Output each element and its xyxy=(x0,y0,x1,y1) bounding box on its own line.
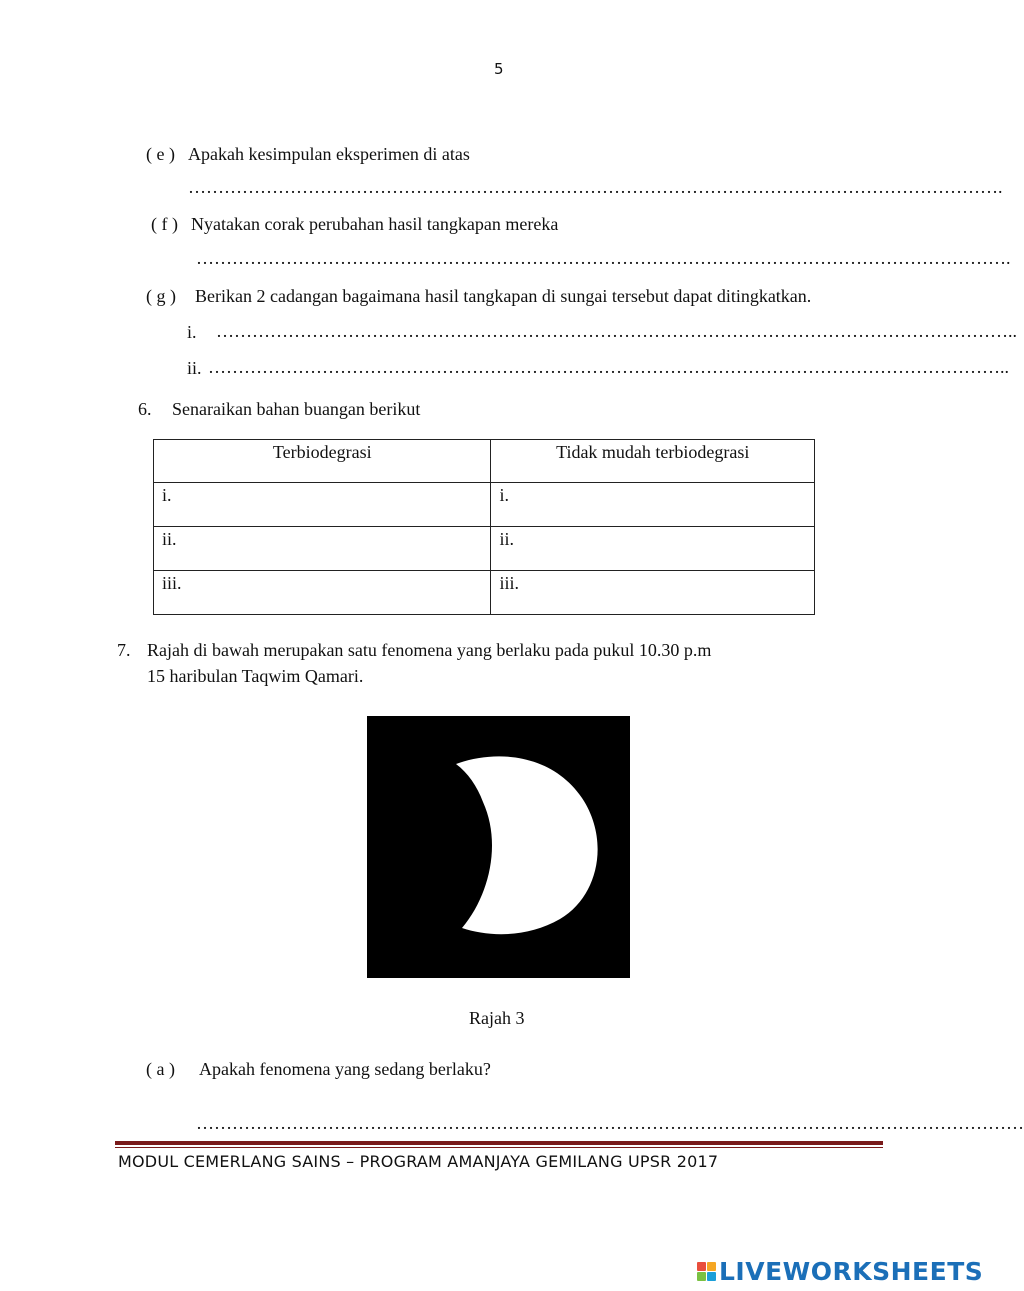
table-header-row xyxy=(154,440,815,483)
question-7-text-line1: Rajah di bawah merupakan satu fenomena yang berlaku pada pukul 10.30 p.m xyxy=(147,640,712,660)
question-f-text: Nyatakan corak perubahan hasil tangkapan mereka xyxy=(191,214,559,234)
question-g-item-ii-label: ii. xyxy=(187,358,202,378)
question-7-text-line2: 15 haribulan Taqwim Qamari. xyxy=(147,666,364,686)
table-cell[interactable]: iii. xyxy=(491,571,815,615)
logo-block xyxy=(697,1272,706,1281)
liveworksheets-wordmark: LIVEWORKSHEETS xyxy=(719,1256,984,1286)
liveworksheets-blocks-icon xyxy=(697,1262,716,1281)
table-header-non-biodegradable: Tidak mudah terbiodegrasi xyxy=(491,440,815,483)
answer-line-7a[interactable]: ………………………………………………………………………………………………………………………… xyxy=(196,1113,1024,1133)
question-g-label: ( g ) xyxy=(146,286,176,306)
table-cell[interactable]: ii. xyxy=(154,527,491,571)
question-7-number: 7. xyxy=(117,640,131,660)
question-g-text: Berikan 2 cadangan bagaimana hasil tangkapan di sungai tersebut dapat ditingkatkan. xyxy=(195,286,812,306)
table-cell[interactable]: iii. xyxy=(154,571,491,615)
figure-caption: Rajah 3 xyxy=(469,1008,525,1028)
question-g-item-i-label: i. xyxy=(187,322,197,342)
footer-rule xyxy=(115,1141,883,1145)
moon-phase-figure xyxy=(367,716,630,978)
question-7a-label: ( a ) xyxy=(146,1059,175,1079)
question-f-label: ( f ) xyxy=(151,214,178,234)
answer-line-e[interactable]: ………………………………………………………………………………………………………………………. xyxy=(188,177,1003,197)
page-number: 5 xyxy=(494,60,504,78)
answer-line-g-i[interactable]: …………………………………………………………………………………………………………………….. xyxy=(216,321,1017,341)
question-6-text: Senaraikan bahan buangan berikut xyxy=(172,399,421,419)
answer-line-f[interactable]: ………………………………………………………………………………………………………………………. xyxy=(196,248,1011,268)
logo-block xyxy=(707,1272,716,1281)
table-row xyxy=(154,527,815,571)
answer-line-g-ii[interactable]: …………………………………………………………………………………………………………………….. xyxy=(208,357,1009,377)
logo-block xyxy=(697,1262,706,1271)
question-e-label: ( e ) xyxy=(146,144,175,164)
biodegradable-table xyxy=(153,439,815,615)
table-cell[interactable]: ii. xyxy=(491,527,815,571)
table-cell[interactable]: i. xyxy=(154,483,491,527)
table-header-biodegradable: Terbiodegrasi xyxy=(154,440,491,483)
liveworksheets-logo xyxy=(697,1254,983,1288)
crescent-moon-icon xyxy=(367,716,630,978)
table-row xyxy=(154,483,815,527)
question-7a-text: Apakah fenomena yang sedang berlaku? xyxy=(199,1059,491,1079)
table-row xyxy=(154,571,815,615)
footer-rule-thin xyxy=(115,1147,883,1148)
table-cell[interactable]: i. xyxy=(491,483,815,527)
logo-block xyxy=(707,1262,716,1271)
footer-text: MODUL CEMERLANG SAINS – PROGRAM AMANJAYA GEMILANG UPSR 2017 xyxy=(118,1152,719,1171)
question-6-number: 6. xyxy=(138,399,152,419)
question-e-text: Apakah kesimpulan eksperimen di atas xyxy=(188,144,470,164)
